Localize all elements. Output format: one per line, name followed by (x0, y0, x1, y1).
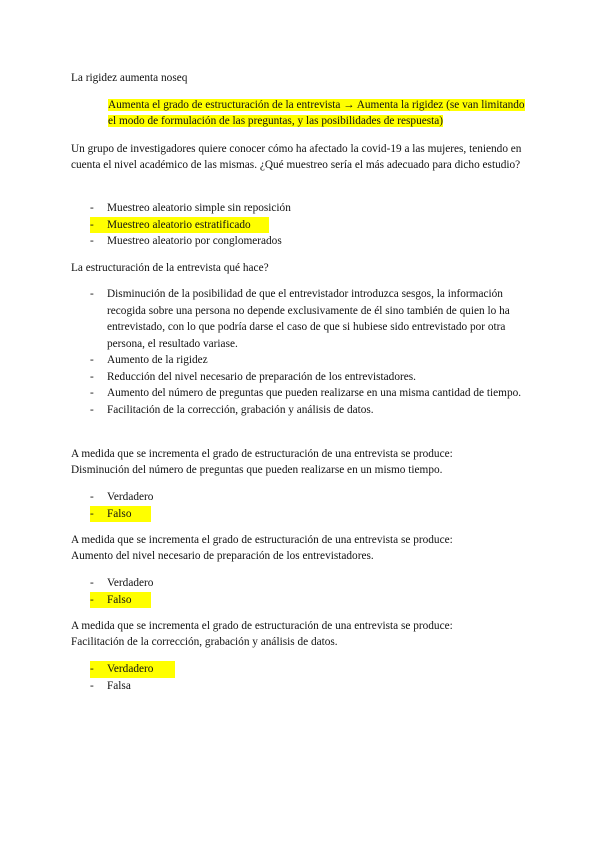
list-item-highlighted (90, 661, 175, 678)
question-4-options (90, 575, 530, 608)
dash-marker: - (90, 235, 94, 247)
option-label: Verdadero (107, 491, 154, 503)
list-item (90, 352, 530, 369)
option-label: Falsa (107, 679, 131, 692)
list-item-highlighted (90, 217, 269, 234)
intro-answer-highlight: Aumenta el grado de estructuración de la entrevista → Aumenta la rigidez (se van limitando el modo de formulación de las preguntas, y las posibilidades de respuesta) (108, 99, 525, 127)
option-label: Verdadero (107, 577, 154, 589)
option-label: Muestreo aleatorio estratificado (107, 218, 251, 231)
dash-marker: - (90, 593, 94, 606)
question-4-line-1: A medida que se incrementa el grado de estructuración de una entrevista se produce: (71, 534, 453, 546)
list-item (90, 286, 530, 352)
dash-marker: - (90, 218, 94, 231)
option-label: Falso (107, 507, 132, 520)
option-label: Aumento del número de preguntas que pueden realizarse en una misma cantidad de tiempo. (107, 387, 522, 399)
dash-marker: - (90, 679, 94, 692)
option-label: Falso (107, 593, 132, 606)
question-5-options (90, 661, 530, 694)
list-item-highlighted (90, 506, 151, 523)
question-1-options (90, 200, 530, 250)
list-item (90, 489, 530, 506)
question-3-line-2: Disminución del número de preguntas que pueden realizarse en un mismo tiempo. (71, 464, 443, 476)
dash-marker: - (90, 354, 94, 366)
question-4-line-2: Aumento del nivel necesario de preparación de los entrevistadores. (71, 550, 374, 562)
list-item-highlighted (90, 592, 151, 609)
question-5-line-1: A medida que se incrementa el grado de estructuración de una entrevista se produce: (71, 620, 453, 632)
option-label: Disminución de la posibilidad de que el entrevistador introduzca sesgos, la información recogida sobre una persona no depende exclusivamente de él sino también de quien lo ha entrevistado, con lo que podría darse el caso de que si hubiese sido entrevistado por otra persona, el resultado variase. (107, 288, 510, 350)
dash-marker: - (90, 403, 94, 416)
question-2-text: La estructuración de la entrevista qué hace? (71, 262, 269, 274)
question-3-line-1: A medida que se incrementa el grado de estructuración de una entrevista se produce: (71, 448, 453, 460)
option-label: Aumento de la rigidez (107, 354, 208, 366)
option-label: Reducción del nivel necesario de preparación de los entrevistadores. (107, 370, 416, 383)
question-5-line-2: Facilitación de la corrección, grabación y análisis de datos. (71, 636, 338, 648)
question-2-options (90, 286, 530, 418)
intro-answer-block (108, 97, 528, 129)
question-1-text: Un grupo de investigadores quiere conocer cómo ha afectado la covid-19 a las mujeres, teniendo en cuenta el nivel académico de las mismas. ¿Qué muestreo sería el más adecuado para dicho estudio? (71, 143, 522, 171)
list-item (90, 200, 530, 217)
list-item (90, 402, 530, 419)
dash-marker: - (90, 370, 94, 383)
dash-marker: - (90, 387, 94, 399)
list-item (90, 369, 530, 386)
list-item (90, 575, 530, 592)
dash-marker: - (90, 288, 94, 300)
dash-marker: - (90, 577, 94, 589)
list-item (90, 678, 530, 695)
option-label: Facilitación de la corrección, grabación y análisis de datos. (107, 403, 374, 416)
option-label: Muestreo aleatorio por conglomerados (107, 235, 282, 247)
list-item (90, 233, 530, 250)
dash-marker: - (90, 491, 94, 503)
option-label: Muestreo aleatorio simple sin reposición (107, 202, 291, 214)
intro-line: La rigidez aumenta noseq (71, 72, 188, 84)
dash-marker: - (90, 507, 94, 520)
question-3-options (90, 489, 530, 522)
dash-marker: - (90, 663, 94, 675)
option-label: Verdadero (107, 663, 154, 675)
dash-marker: - (90, 202, 94, 214)
list-item (90, 385, 530, 402)
